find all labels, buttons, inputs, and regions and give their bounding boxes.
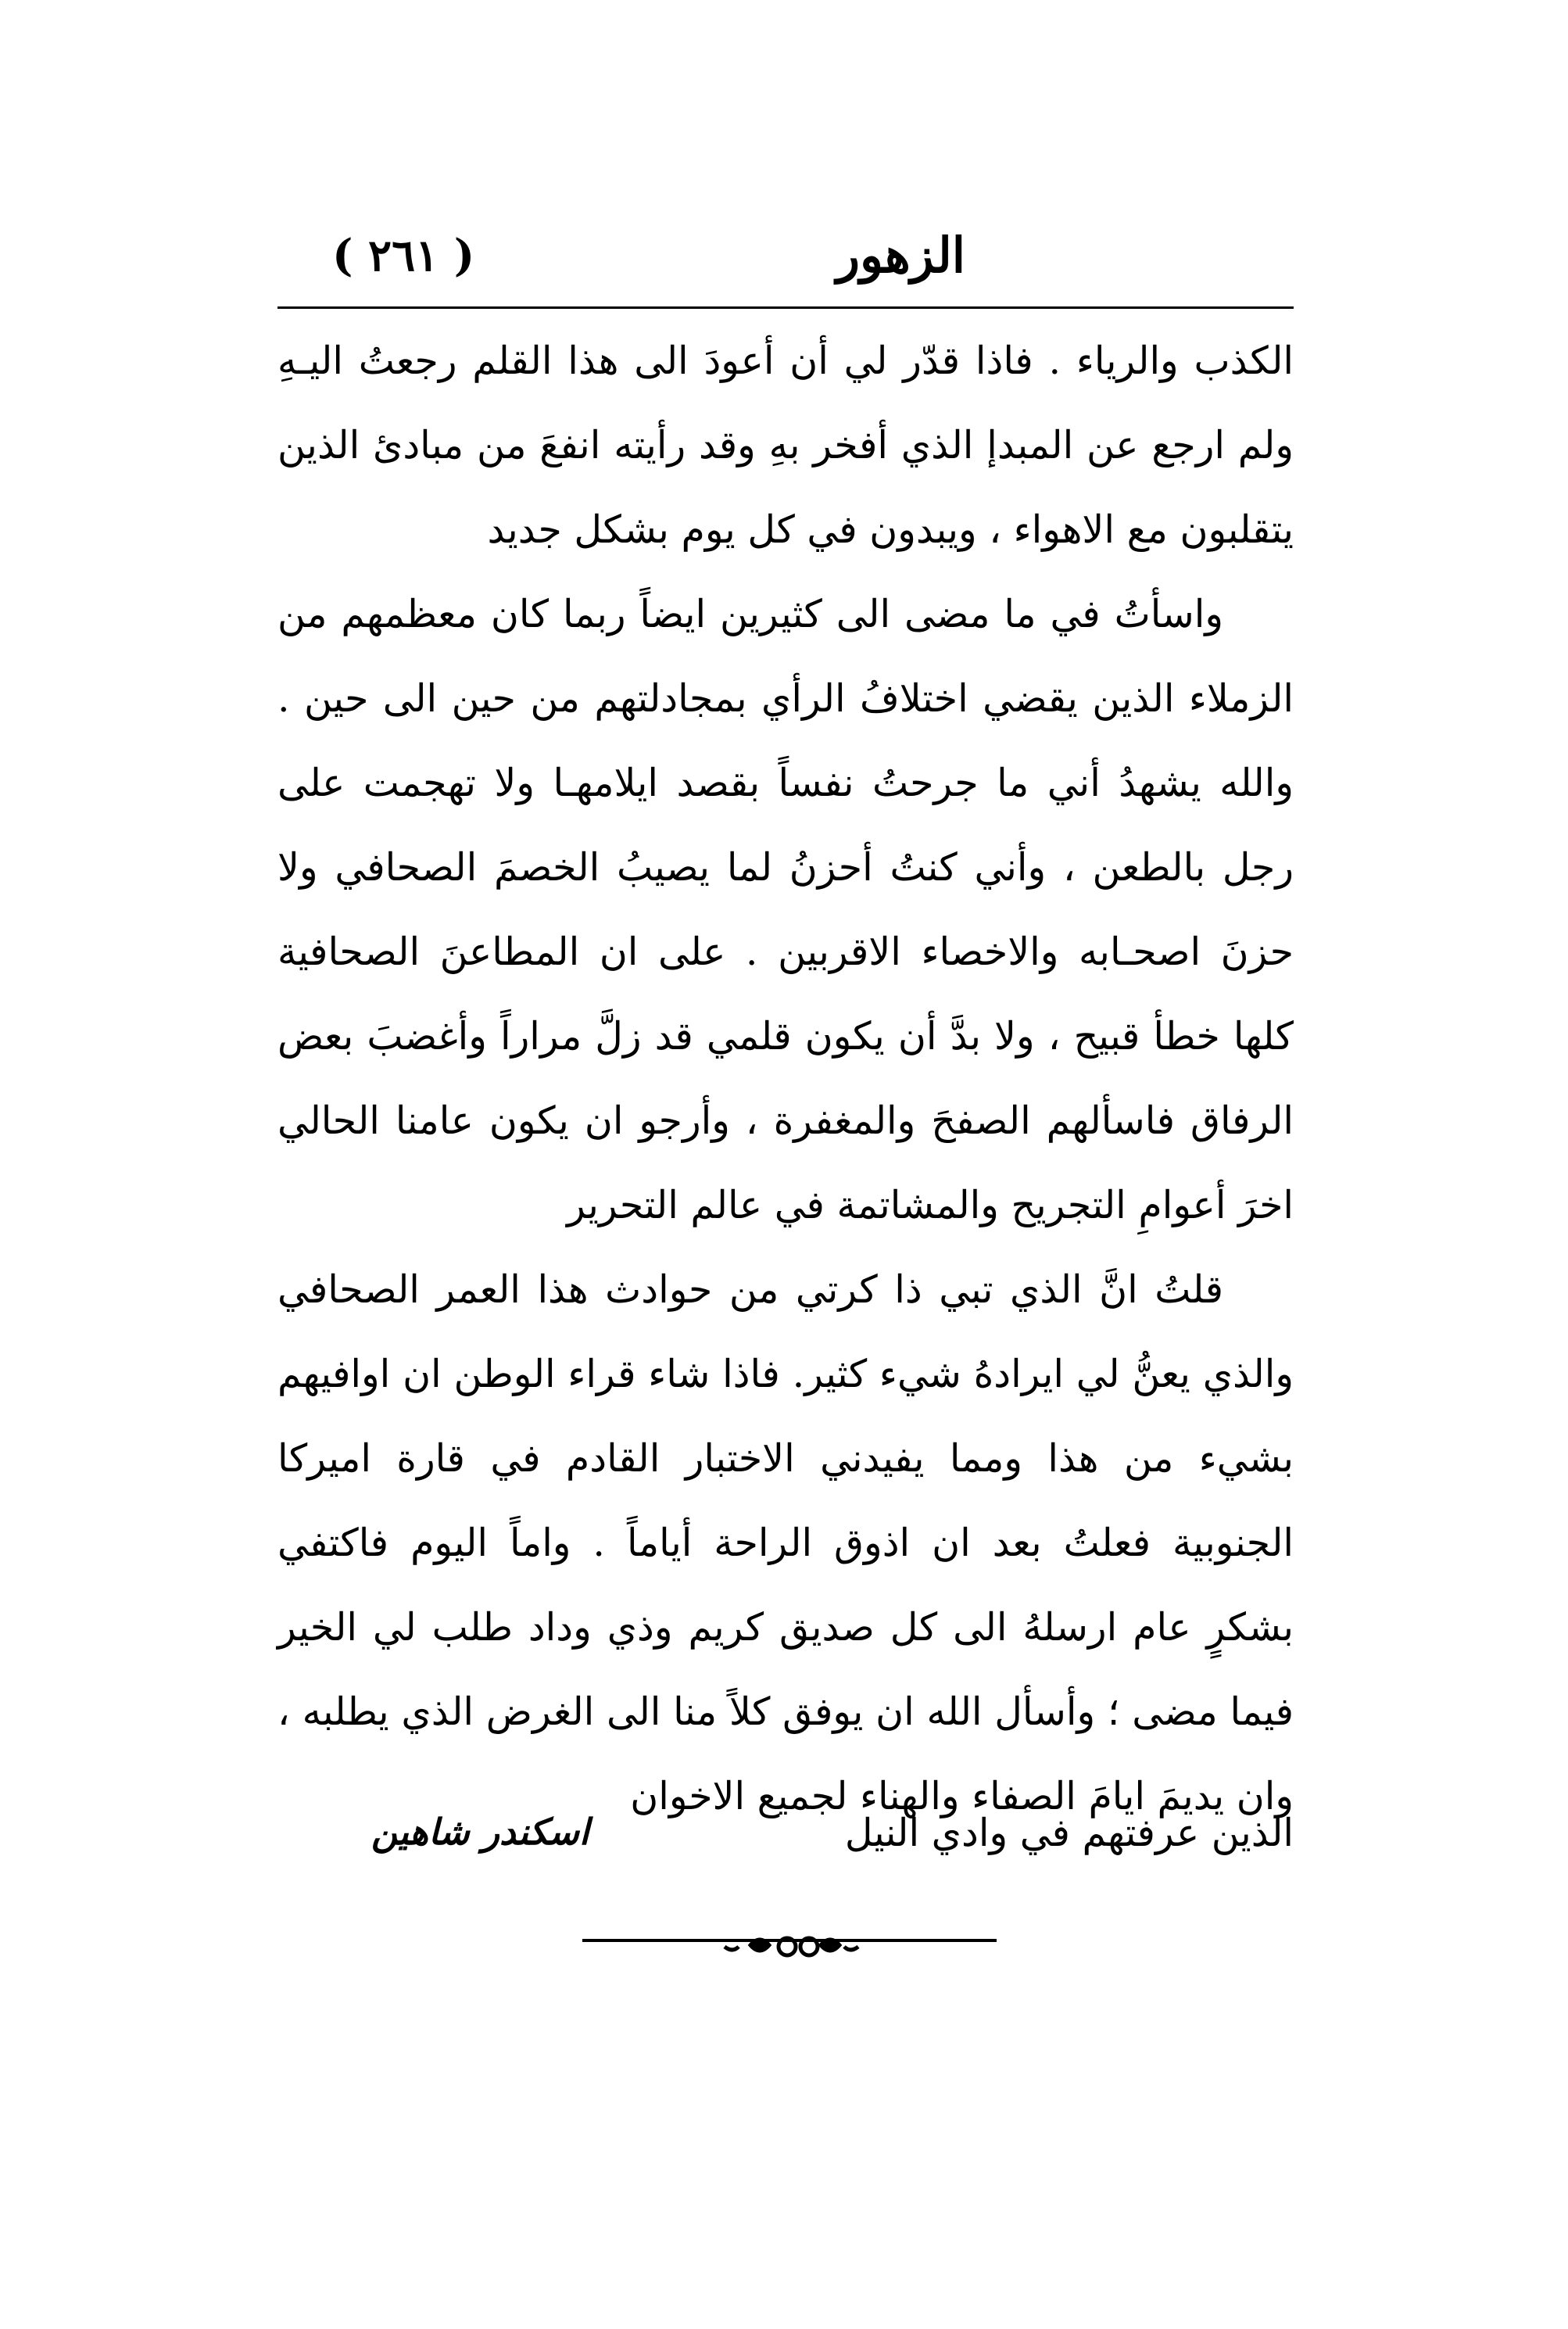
article-body	[277, 319, 1294, 1839]
signoff-line	[277, 1797, 1294, 1883]
author-signature: اسكندر شاهين	[371, 1811, 589, 1853]
page-number: ( ٢٦١ )	[332, 230, 475, 281]
journal-title: الزهور	[836, 227, 965, 284]
closing-line: الذين عرفتهم في وادي النيل	[844, 1811, 1294, 1855]
header-rule	[277, 306, 1294, 309]
paragraph-1: الكذب والرياء . فاذا قدّر لي أن أعودَ الى هذا القلم رجعتُ اليـهِ ولم ارجع عن المبدإ الذي أفخر بهِ وقد رأيته انفعَ من مبادئ الذين يتقلبون مع الاهواء ، ويبدون في كل يوم بشكل جديد	[277, 339, 1294, 552]
running-header	[277, 219, 1294, 305]
paragraph-3: قلتُ انَّ الذي تبي ذا كرتي من حوادث هذا العمر الصحافي والذي يعنُّ لي ايرادهُ شيء كثير. فاذا شاء قراء الوطن ان اوافيهم بشيء من هذا ومما يفيدني الاختبار القادم في قارة اميركا الجنوبية فعلتُ بعد ان اذوق الراحة أياماً . واماً اليوم فاكتفي بشكرٍ عام ارسلهُ الى كل صديق كريم وذي وداد طلب لي الخير فيما مضى ؛ وأسأل الله ان يوفق كلاً منا الى الغرض الذي يطلبه ، وان يديمَ ايامَ الصفاء والهناء لجميع الاخوان	[277, 1267, 1294, 1818]
end-ornament	[582, 1929, 997, 1961]
paragraph-2: واسأتُ في ما مضى الى كثيرين ايضاً ربما كان معظمهم من الزملاء الذين يقضي اختلافُ الرأي بمجادلتهم من حين الى حين . والله يشهدُ أني ما جرحتُ نفساً بقصد ايلامهـا ولا تهجمت على رجل بالطعن ، وأني كنتُ أحزنُ لما يصيبُ الخصمَ الصحافي ولا حزنَ اصحـابه والاخصاء الاقربين . على ان المطاعنَ الصحافية كلها خطأ قبيح ، ولا بدَّ أن يكون قلمي قد زلَّ مراراً وأغضبَ بعض الرفاق فاسألهم الصفحَ والمغفرة ، وأرجو ان يكون عامنا الحالي اخرَ أعوامِ التجريح والمشاتمة في عالم التحرير	[277, 592, 1294, 1227]
